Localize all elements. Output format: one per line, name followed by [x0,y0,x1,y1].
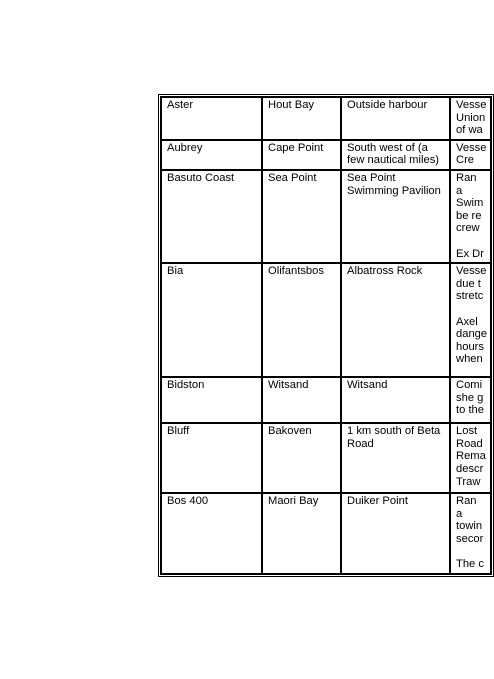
location-cell: 1 km south of Beta Road [341,423,450,493]
notes-cell: Vesse Cre [450,140,491,170]
table-row [161,170,491,263]
vessel-name-cell: Bos 400 [161,493,262,574]
table-row [161,493,491,574]
vessel-name-cell: Bluff [161,423,262,493]
vessel-name-cell: Bidston [161,377,262,423]
vessel-name-cell: Aubrey [161,140,262,170]
area-cell: Maori Bay [262,493,341,574]
vessel-name-cell: Aster [161,97,262,140]
notes-cell: Ran a towin secor The c [450,493,491,574]
area-cell: Witsand [262,377,341,423]
location-cell: Sea Point Swimming Pavilion [341,170,450,263]
area-cell: Olifantsbos [262,263,341,377]
notes-cell: Vesse due t stretc Axel dange hours when [450,263,491,377]
notes-cell: Vesse Union of wa [450,97,491,140]
notes-cell: Ran a Swim be re crew Ex Dr [450,170,491,263]
location-cell: Albatross Rock [341,263,450,377]
location-cell: Duiker Point [341,493,450,574]
vessel-name-cell: Bia [161,263,262,377]
table-row [161,377,491,423]
wreck-table [158,94,494,577]
notes-cell: Comi she g to the [450,377,491,423]
area-cell: Bakoven [262,423,341,493]
location-cell: Outside harbour [341,97,450,140]
area-cell: Hout Bay [262,97,341,140]
table-row [161,263,491,377]
location-cell: South west of (a few nautical miles) [341,140,450,170]
vessel-name-cell: Basuto Coast [161,170,262,263]
location-cell: Witsand [341,377,450,423]
area-cell: Cape Point [262,140,341,170]
table-row [161,97,491,140]
table-row [161,140,491,170]
table-row [161,423,491,493]
wreck-table-container [158,94,488,577]
area-cell: Sea Point [262,170,341,263]
notes-cell: Lost Road Rema descr Traw [450,423,491,493]
